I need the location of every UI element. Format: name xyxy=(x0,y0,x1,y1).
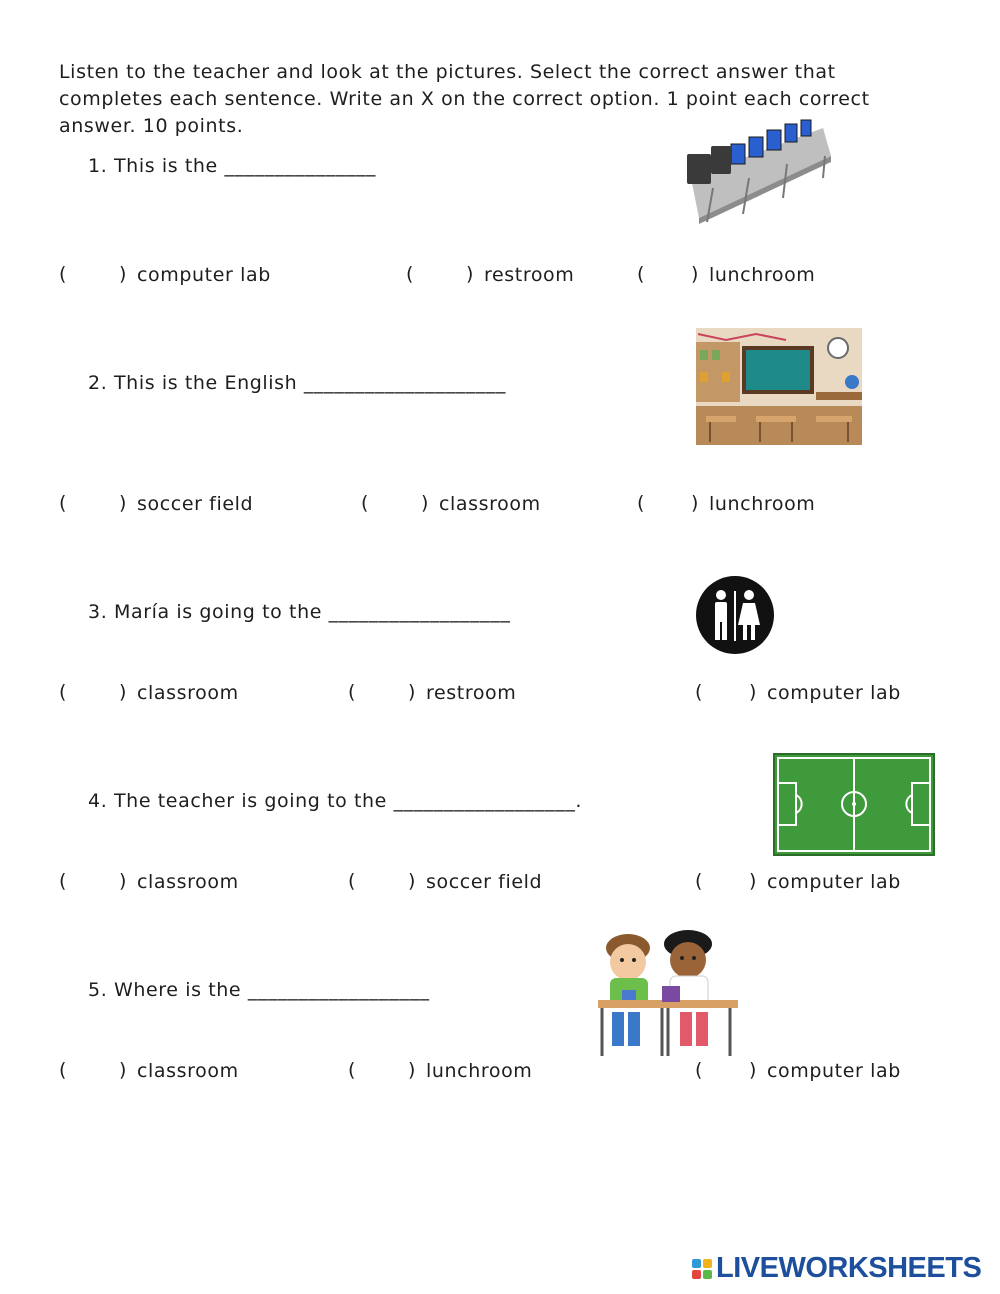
q5-option-lunchroom[interactable]: ( ) lunchroom xyxy=(348,1059,533,1082)
q1-option-lunchroom[interactable]: ( ) lunchroom xyxy=(637,263,816,286)
q5-option-computer-lab[interactable]: ( ) computer lab xyxy=(695,1059,901,1082)
question-1: 1. This is the _______________ xyxy=(88,155,376,177)
question-3: 3. María is going to the __________________ xyxy=(88,601,511,623)
logo-text: LIVEWORKSHEETS xyxy=(716,1252,982,1284)
q1-option-computer-lab[interactable]: ( ) computer lab xyxy=(59,263,271,286)
q3-option-computer-lab[interactable]: ( ) computer lab xyxy=(695,681,901,704)
q5-option-classroom[interactable]: ( ) classroom xyxy=(59,1059,239,1082)
computer-lab-picture xyxy=(683,118,833,240)
q3-option-classroom[interactable]: ( ) classroom xyxy=(59,681,239,704)
q4-option-soccer-field[interactable]: ( ) soccer field xyxy=(348,870,543,893)
q3-option-restroom[interactable]: ( ) restroom xyxy=(348,681,517,704)
logo-blocks-icon xyxy=(692,1259,712,1279)
q2-option-soccer-field[interactable]: ( ) soccer field xyxy=(59,492,254,515)
soccer-field-picture xyxy=(773,753,935,860)
question-5: 5. Where is the __________________ xyxy=(88,979,430,1001)
q4-option-classroom[interactable]: ( ) classroom xyxy=(59,870,239,893)
q4-option-computer-lab[interactable]: ( ) computer lab xyxy=(695,870,901,893)
classroom-picture xyxy=(696,328,862,449)
lunchroom-picture xyxy=(598,928,738,1062)
q2-option-lunchroom[interactable]: ( ) lunchroom xyxy=(637,492,816,515)
instructions: Listen to the teacher and look at the pictures. Select the correct answer that completes each sentence. Write an X on the correct option. 1 point each correct answer. 10 points. xyxy=(59,61,870,137)
restroom-icon xyxy=(695,575,775,659)
question-4: 4. The teacher is going to the __________________. xyxy=(88,790,583,812)
question-2: 2. This is the English ____________________ xyxy=(88,372,506,394)
q2-option-classroom[interactable]: ( ) classroom xyxy=(361,492,541,515)
q1-option-restroom[interactable]: ( ) restroom xyxy=(406,263,575,286)
liveworksheets-logo xyxy=(692,1252,981,1285)
